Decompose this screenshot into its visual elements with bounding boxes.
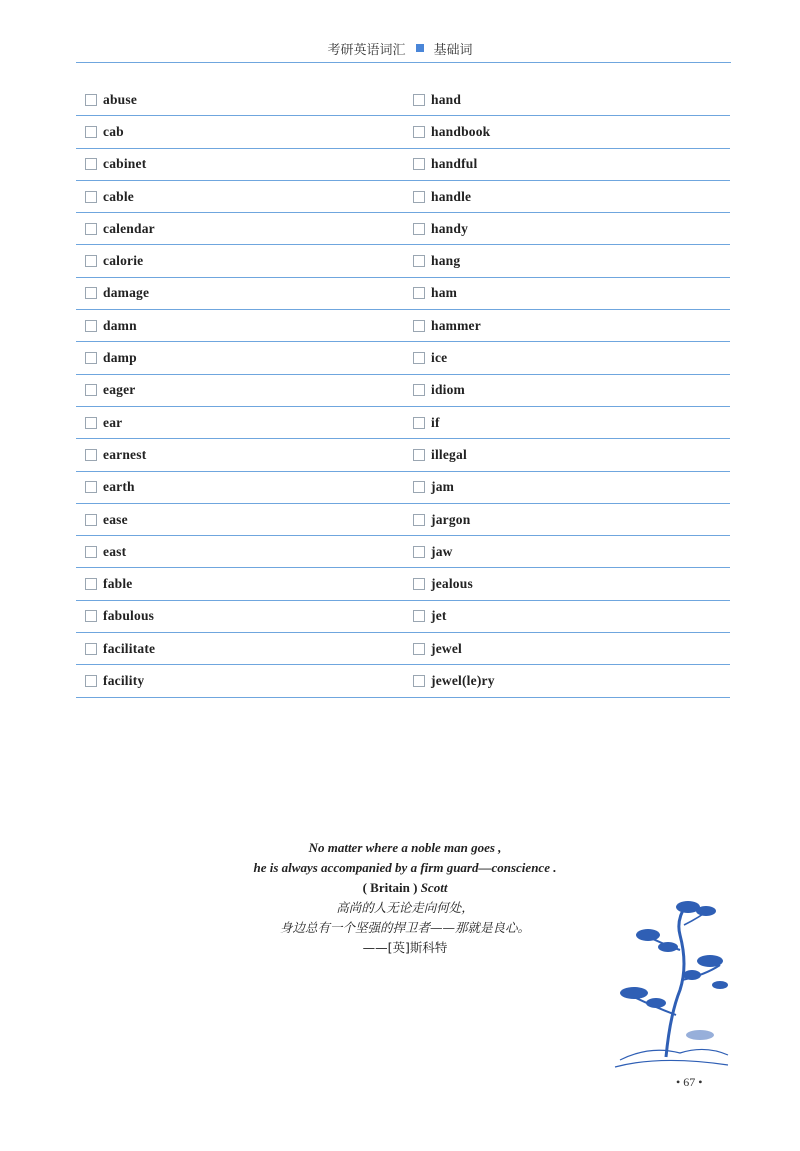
quote-block xyxy=(200,838,610,958)
vocabulary-row xyxy=(403,278,730,310)
checkbox[interactable] xyxy=(413,287,425,299)
checkbox[interactable] xyxy=(85,352,97,364)
vocabulary-word: if xyxy=(431,414,440,430)
vocabulary-row xyxy=(403,181,730,213)
checkbox[interactable] xyxy=(85,94,97,106)
vocabulary-row xyxy=(403,536,730,568)
checkbox[interactable] xyxy=(413,481,425,493)
running-header xyxy=(0,38,800,58)
vocabulary-word: handful xyxy=(431,156,478,172)
vocabulary-row xyxy=(76,568,403,600)
checkbox[interactable] xyxy=(413,675,425,687)
vocabulary-row xyxy=(403,407,730,439)
quote-english-line-1: No matter where a noble man goes , xyxy=(308,840,502,855)
checkbox[interactable] xyxy=(85,610,97,622)
checkbox[interactable] xyxy=(85,384,97,396)
vocabulary-row xyxy=(76,84,403,116)
vocabulary-column-left xyxy=(76,84,403,698)
checkbox[interactable] xyxy=(413,384,425,396)
checkbox[interactable] xyxy=(85,578,97,590)
vocabulary-word: jewel(le)ry xyxy=(431,672,495,688)
checkbox[interactable] xyxy=(85,643,97,655)
checkbox[interactable] xyxy=(413,546,425,558)
header-rule xyxy=(76,62,731,63)
vocabulary-word: jewel xyxy=(431,640,462,656)
quote-english-author xyxy=(200,878,610,898)
vocabulary-row xyxy=(403,665,730,697)
vocabulary-row xyxy=(403,213,730,245)
vocabulary-row xyxy=(76,245,403,277)
vocabulary-word: damp xyxy=(103,350,137,366)
vocabulary-word: idiom xyxy=(431,382,466,398)
checkbox[interactable] xyxy=(85,514,97,526)
vocabulary-row xyxy=(76,213,403,245)
vocabulary-word: cab xyxy=(103,123,124,139)
vocabulary-row xyxy=(76,665,403,697)
vocabulary-row xyxy=(403,310,730,342)
vocabulary-word: jaw xyxy=(431,543,453,559)
vocabulary-word: jealous xyxy=(431,576,473,592)
vocabulary-row xyxy=(403,149,730,181)
vocabulary-row xyxy=(76,375,403,407)
vocabulary-row xyxy=(403,504,730,536)
author-country: ( Britain ) xyxy=(362,880,418,895)
checkbox[interactable] xyxy=(413,610,425,622)
vocabulary-word: hammer xyxy=(431,317,481,333)
vocabulary-row xyxy=(76,116,403,148)
checkbox[interactable] xyxy=(413,578,425,590)
vocabulary-word: ice xyxy=(431,350,448,366)
checkbox[interactable] xyxy=(413,643,425,655)
checkbox[interactable] xyxy=(413,126,425,138)
checkbox[interactable] xyxy=(413,94,425,106)
blue-square-icon xyxy=(416,44,424,52)
checkbox[interactable] xyxy=(413,255,425,267)
vocabulary-word: handbook xyxy=(431,123,491,139)
vocabulary-word: ham xyxy=(431,285,458,301)
checkbox[interactable] xyxy=(413,417,425,429)
vocabulary-row xyxy=(76,601,403,633)
checkbox[interactable] xyxy=(85,191,97,203)
quote-chinese-author: ——[英]斯科特 xyxy=(362,940,448,955)
vocabulary-row xyxy=(76,342,403,374)
vocabulary-row xyxy=(403,439,730,471)
quote-chinese-line-2: 身边总有一个坚强的捍卫者——那就是良心。 xyxy=(279,920,530,935)
vocabulary-word: cabinet xyxy=(103,156,147,172)
checkbox[interactable] xyxy=(85,481,97,493)
checkbox[interactable] xyxy=(413,158,425,170)
vocabulary-word: abuse xyxy=(103,91,138,107)
checkbox[interactable] xyxy=(85,546,97,558)
checkbox[interactable] xyxy=(85,449,97,461)
vocabulary-word: jet xyxy=(431,608,447,624)
checkbox[interactable] xyxy=(85,158,97,170)
page-number: • 67 • xyxy=(676,1075,703,1089)
vocabulary-word: damage xyxy=(103,285,150,301)
vocabulary-row xyxy=(76,407,403,439)
vocabulary-row xyxy=(403,472,730,504)
quote-chinese-line-1: 高尚的人无论走向何处， xyxy=(336,900,474,915)
checkbox[interactable] xyxy=(85,287,97,299)
vocabulary-word: fabulous xyxy=(103,608,155,624)
vocabulary-row xyxy=(76,310,403,342)
vocabulary-word: ease xyxy=(103,511,128,527)
checkbox[interactable] xyxy=(85,223,97,235)
vocabulary-word: eager xyxy=(103,382,136,398)
vocabulary-row xyxy=(403,568,730,600)
vocabulary-word: calorie xyxy=(103,253,144,269)
checkbox[interactable] xyxy=(413,223,425,235)
vocabulary-word: earnest xyxy=(103,446,147,462)
checkbox[interactable] xyxy=(85,417,97,429)
vocabulary-row xyxy=(76,278,403,310)
vocabulary-word: calendar xyxy=(103,220,155,236)
vocabulary-row xyxy=(76,181,403,213)
vocabulary-word: illegal xyxy=(431,446,467,462)
vocabulary-row xyxy=(403,342,730,374)
vocabulary-row xyxy=(76,149,403,181)
pine-tree-illustration-icon xyxy=(610,895,732,1075)
vocabulary-word: hand xyxy=(431,91,462,107)
vocabulary-word: facilitate xyxy=(103,640,156,656)
checkbox[interactable] xyxy=(413,320,425,332)
vocabulary-word: damn xyxy=(103,317,137,333)
checkbox[interactable] xyxy=(85,255,97,267)
vocabulary-word: handy xyxy=(431,220,469,236)
vocabulary-word: ear xyxy=(103,414,123,430)
vocabulary-word: fable xyxy=(103,576,133,592)
vocabulary-word: east xyxy=(103,543,127,559)
author-name: Scott xyxy=(420,880,448,895)
quote-english-line-2: he is always accompanied by a firm guard—conscience . xyxy=(253,860,557,875)
book-title: 考研英语词汇 xyxy=(327,42,406,58)
vocabulary-row xyxy=(403,601,730,633)
vocabulary-word: cable xyxy=(103,188,134,204)
vocabulary-word: jargon xyxy=(431,511,471,527)
vocabulary-row xyxy=(76,472,403,504)
vocabulary-row xyxy=(403,245,730,277)
vocabulary-row xyxy=(76,633,403,665)
vocabulary-word: jam xyxy=(431,479,455,495)
vocabulary-row xyxy=(76,536,403,568)
vocabulary-word: facility xyxy=(103,672,145,688)
checkbox[interactable] xyxy=(413,191,425,203)
vocabulary-row xyxy=(403,633,730,665)
vocabulary-word: handle xyxy=(431,188,472,204)
checkbox[interactable] xyxy=(85,126,97,138)
vocabulary-row xyxy=(76,439,403,471)
vocabulary-word: hang xyxy=(431,253,461,269)
vocabulary-row xyxy=(403,116,730,148)
checkbox[interactable] xyxy=(413,449,425,461)
checkbox[interactable] xyxy=(85,320,97,332)
vocabulary-row xyxy=(76,504,403,536)
vocabulary-column-right xyxy=(403,84,730,698)
vocabulary-row xyxy=(403,375,730,407)
checkbox[interactable] xyxy=(85,675,97,687)
vocabulary-word: earth xyxy=(103,479,135,495)
checkbox[interactable] xyxy=(413,352,425,364)
vocabulary-list xyxy=(76,84,730,698)
vocabulary-row xyxy=(403,84,730,116)
checkbox[interactable] xyxy=(413,514,425,526)
section-title: 基础词 xyxy=(433,42,473,58)
